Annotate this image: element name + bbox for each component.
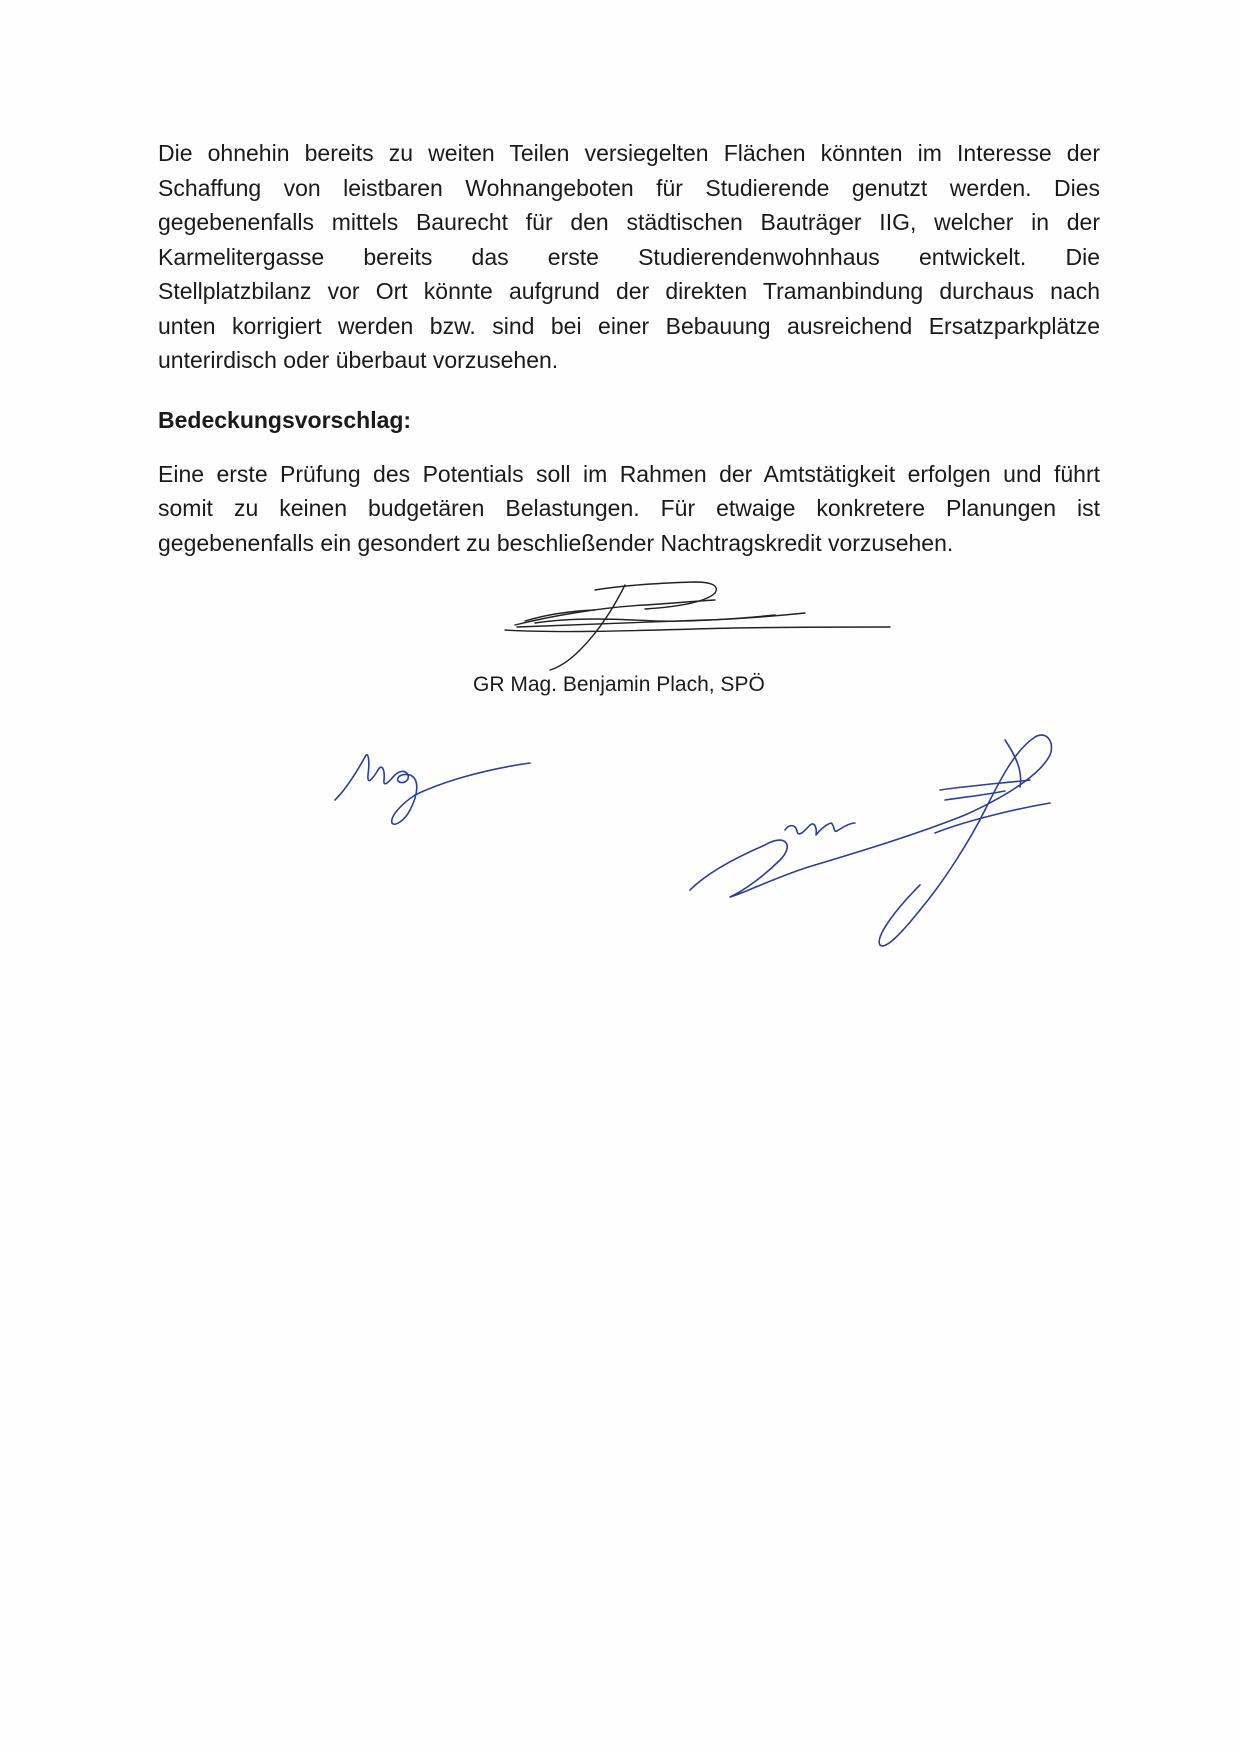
body-line: unten korrigiert werden bzw. sind bei einer Bebauung ausreichend Ersatzparkplätze — [158, 312, 1100, 339]
body-paragraph — [158, 136, 1100, 378]
signature-blue-right — [685, 725, 1080, 960]
signer-name: GR Mag. Benjamin Plach, SPÖ — [473, 673, 765, 696]
document-content — [158, 136, 1100, 560]
body-line: Schaffung von leistbaren Wohnangeboten für Studierende genutzt werden. Dies — [158, 174, 1100, 201]
signature-blue-left — [330, 735, 540, 830]
coverage-line: gegebenenfalls ein gesondert zu beschließender Nachtragskredit vorzusehen. — [158, 529, 954, 556]
body-line: Stellplatzbilanz vor Ort könnte aufgrund der direkten Tramanbindung durchaus nach — [158, 278, 1100, 304]
coverage-paragraph — [158, 457, 1100, 561]
section-heading: Bedeckungsvorschlag: — [158, 406, 412, 433]
body-line: Die ohnehin bereits zu weiten Teilen versiegelten Flächen könnten im Interesse der — [158, 140, 1100, 166]
body-line: unterirdisch oder überbaut vorzusehen. — [158, 347, 559, 373]
coverage-line: somit zu keinen budgetären Belastungen. Für etwaige konkretere Planungen ist — [158, 495, 1100, 521]
body-line: Karmelitergasse bereits das erste Studierendenwohnhaus entwickelt. Die — [158, 243, 1100, 270]
body-line: gegebenenfalls mittels Baurecht für den städtischen Bauträger IIG, welcher in der — [158, 209, 1100, 235]
coverage-line: Eine erste Prüfung des Potentials soll im Rahmen der Amtstätigkeit erfolgen und führt — [158, 460, 1100, 487]
signature-plach — [495, 575, 915, 675]
